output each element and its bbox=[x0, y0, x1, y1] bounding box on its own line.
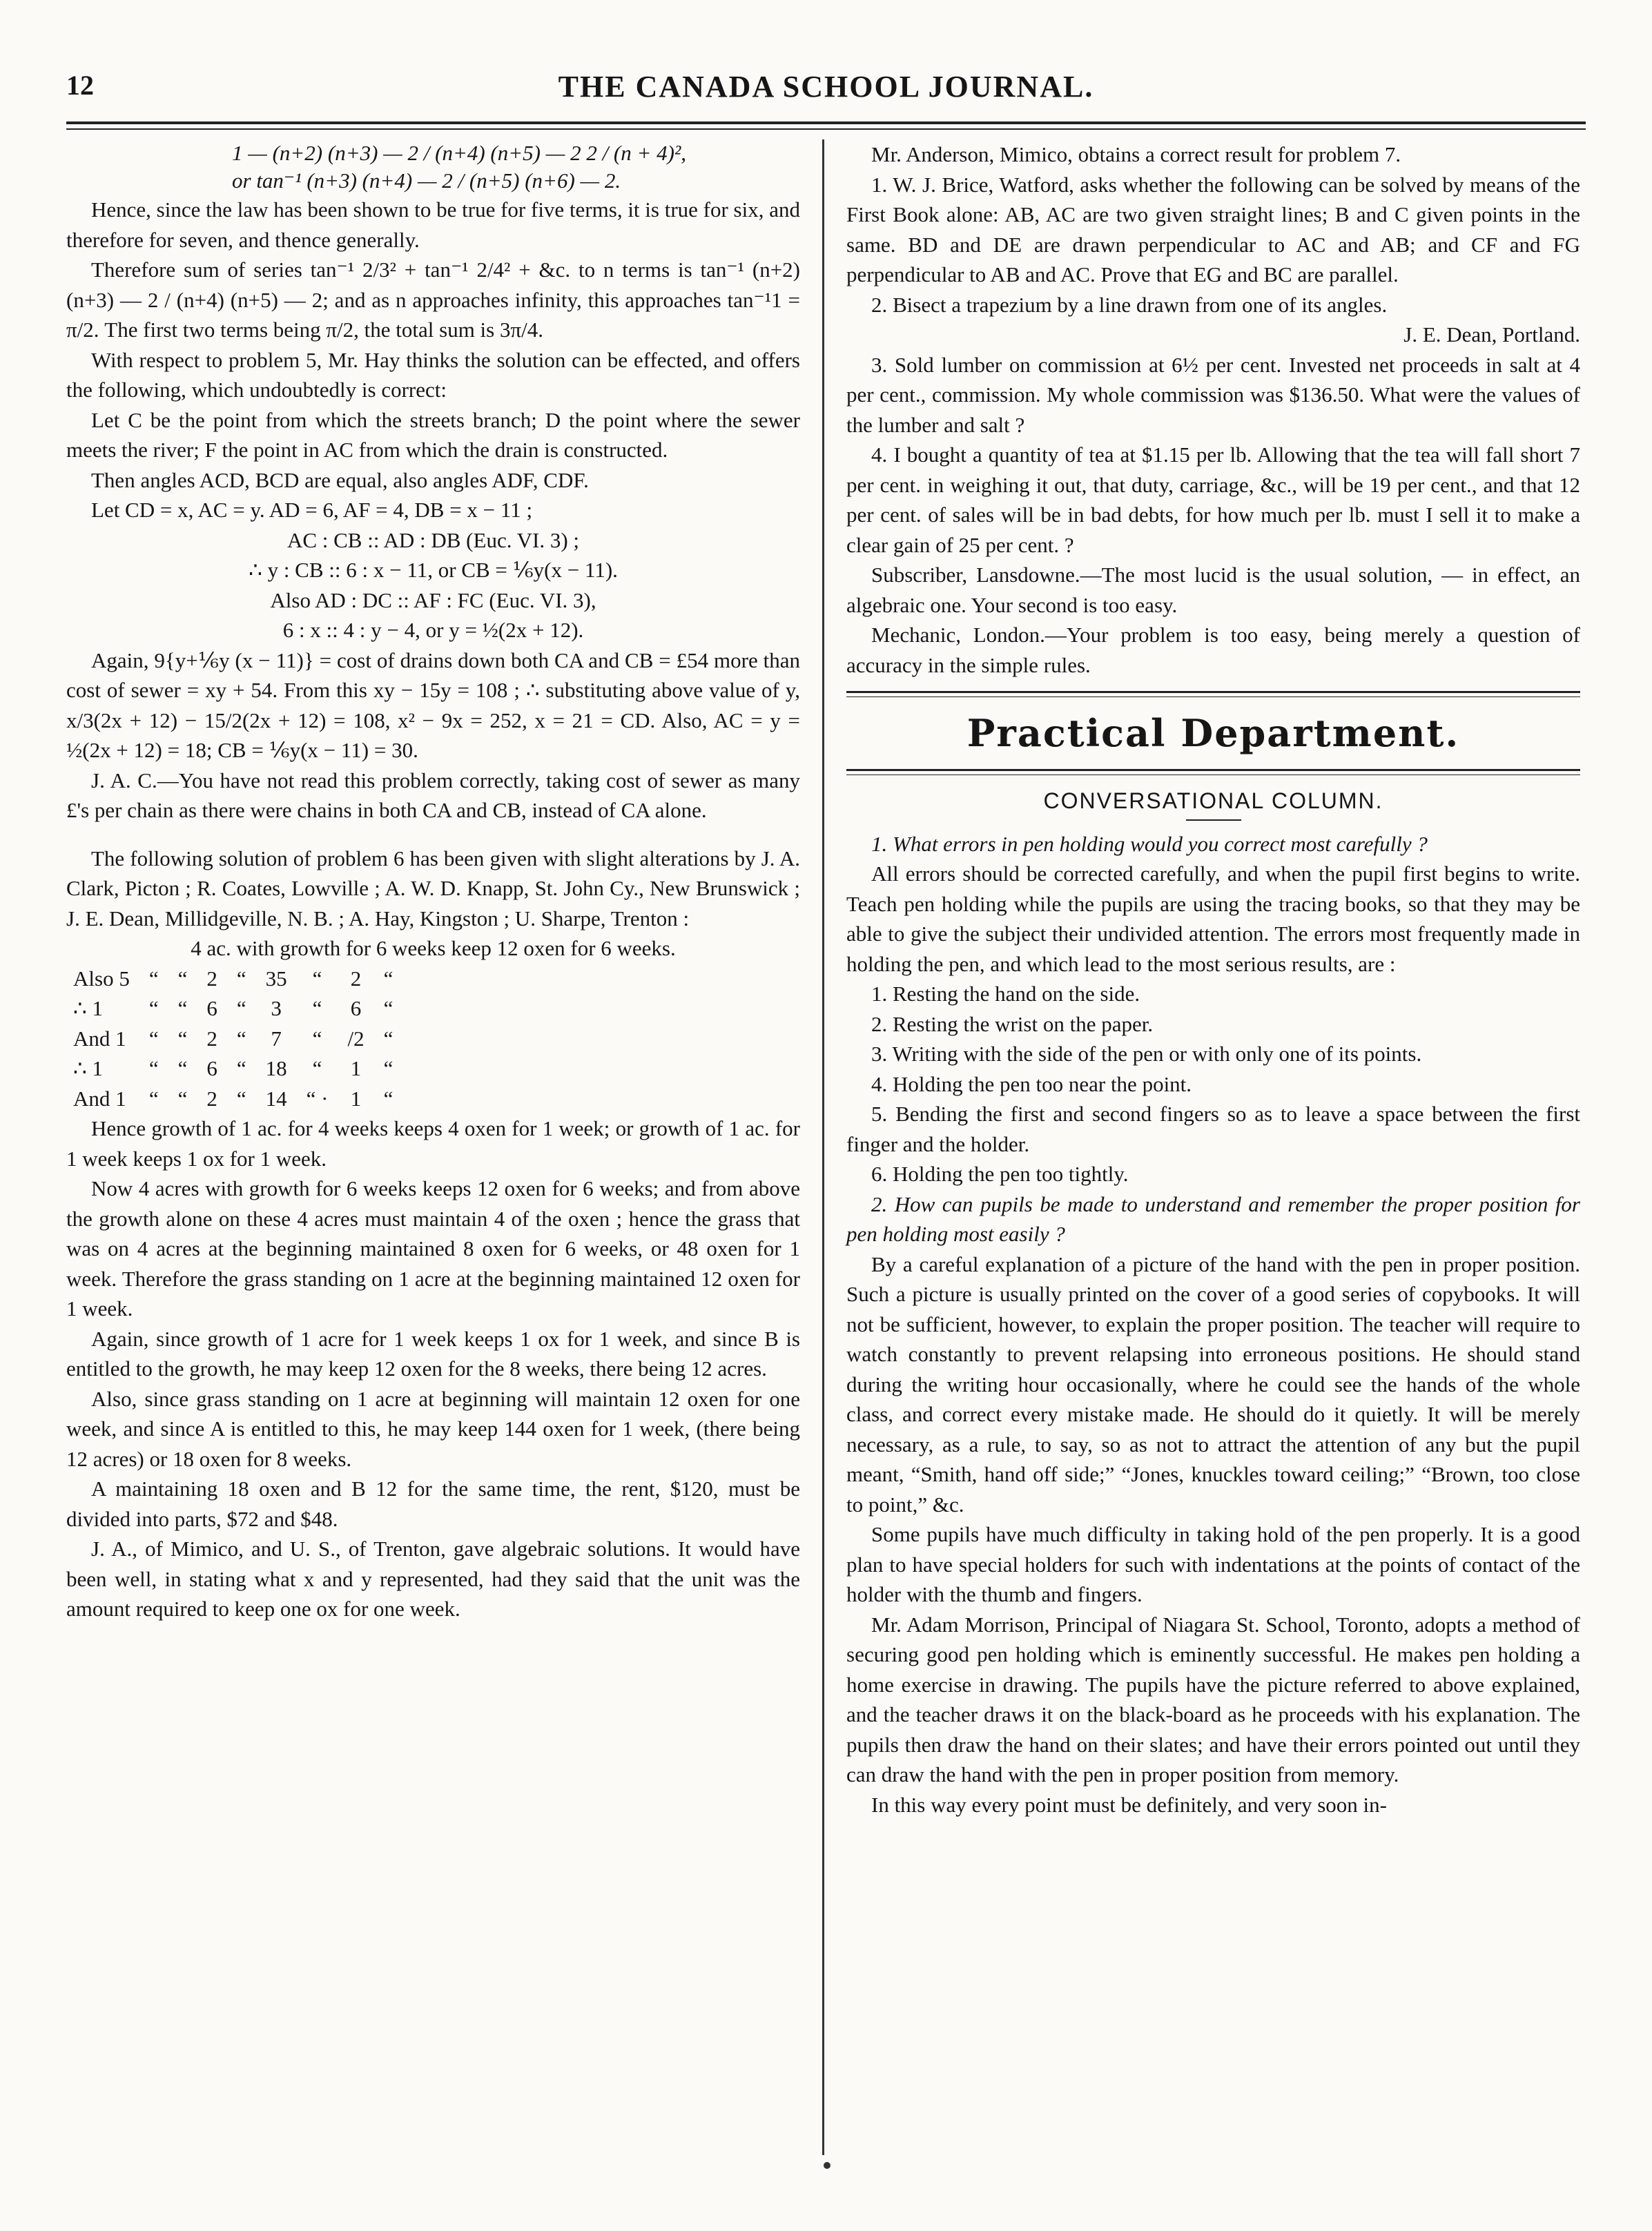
paragraph: 3. Sold lumber on commission at 6½ per cent. Invested net proceeds in salt at 4 per cent., commission. My whole commission was $136.50. What were the values of the lumber and salt ? bbox=[846, 352, 1580, 437]
table-cell: “ bbox=[148, 996, 159, 1020]
oxen-table bbox=[73, 964, 402, 1114]
table-cell: “ bbox=[383, 1026, 393, 1051]
table-cell: 1 bbox=[350, 1086, 362, 1111]
math-expression: 1 — (n+2) (n+3) — 2 / (n+4) (n+5) — 2 2 / (n + 4)², bbox=[232, 141, 687, 165]
table-row bbox=[73, 1053, 402, 1084]
spacer bbox=[66, 826, 800, 844]
table-cell: “ bbox=[312, 996, 322, 1020]
short-rule bbox=[1186, 819, 1241, 821]
table-cell: “ bbox=[177, 1086, 188, 1111]
table-cell: “ bbox=[383, 1086, 393, 1111]
equation-line: AC : CB :: AD : DB (Euc. VI. 3) ; bbox=[286, 527, 580, 552]
signature: J. E. Dean, Portland. bbox=[1403, 322, 1580, 347]
table-cell: “ bbox=[236, 1086, 246, 1111]
paragraph: Mechanic, London.—Your problem is too easy, being merely a question of accuracy in the simple rules. bbox=[846, 623, 1580, 677]
table-cell: 6 bbox=[350, 996, 362, 1020]
paragraph: J. A., of Mimico, and U. S., of Trenton, gave algebraic solutions. It would have been well, in stating what x and y represented, had they said that the unit was the amount required to keep one ox for one week. bbox=[66, 1537, 800, 1621]
table-cell: “ bbox=[383, 966, 393, 991]
paragraph: In this way every point must be definitely, and very soon in- bbox=[871, 1792, 1387, 1817]
table-cell: “ bbox=[236, 1026, 246, 1051]
table-cell: “ bbox=[177, 996, 188, 1020]
table-first-line: 4 ac. with growth for 6 weeks keep 12 oxen for 6 weeks. bbox=[191, 936, 676, 960]
equation-line: 6 : x :: 4 : y − 4, or y = ½(2x + 12). bbox=[282, 618, 584, 642]
paragraph: 1. W. J. Brice, Watford, asks whether the following can be solved by means of the First Book alone: AB, AC are two given straight lines; B and C given points in the same. BD and DE are drawn perpendicular to AC and AB; and CF and FG perpendicular to AB and AC. Prove that EG and BC are parallel. bbox=[846, 172, 1580, 286]
table-cell: “ bbox=[236, 996, 246, 1020]
table-cell: 1 bbox=[350, 1056, 362, 1080]
department-title: Practical Department. bbox=[966, 711, 1460, 755]
paragraph: 2. Bisect a trapezium by a line drawn from one of its angles. bbox=[871, 292, 1388, 317]
table-cell: “ bbox=[148, 1086, 159, 1111]
paragraph: Some pupils have much difficulty in taking hold of the pen properly. It is a good plan to have special holders for such with indentations at the points of contact of the holder with the thumb and fingers. bbox=[846, 1522, 1580, 1606]
table-cell: 14 bbox=[265, 1086, 287, 1111]
table-cell: “ bbox=[312, 1056, 322, 1080]
paragraph: Subscriber, Lansdowne.—The most lucid is the usual solution, — in effect, an algebraic one. Your second is too easy. bbox=[846, 563, 1580, 617]
journal-title: THE CANADA SCHOOL JOURNAL. bbox=[558, 70, 1094, 104]
table-cell: “ bbox=[177, 1056, 188, 1080]
paragraph: All errors should be corrected carefully, and when the pupil first begins to write. Teach pen holding while the pupils are using the tracing books, so that they may be able to give the subject their undivided attention. The errors most frequently made in holding the pen, and which lead to the most serious results, are : bbox=[846, 861, 1580, 976]
table-cell: 2 bbox=[206, 1086, 217, 1111]
equation-line: ∴ y : CB :: 6 : x − 11, or CB = ⅙y(x − 11). bbox=[249, 558, 618, 582]
paragraph: Then angles ACD, BCD are equal, also angles ADF, CDF. bbox=[91, 467, 589, 492]
paragraph: 4. I bought a quantity of tea at $1.15 per lb. Allowing that the tea will fall short 7 per cent. in weighing it out, that duty, carriage, &c., will be 19 per cent., and that 12 per cent. of sales will be in bad debts, for how much per lb. must I sell it to make a clear gain of 25 per cent. ? bbox=[846, 442, 1580, 557]
paragraph: Mr. Anderson, Mimico, obtains a correct result for problem 7. bbox=[871, 142, 1401, 166]
table-cell: Also 5 bbox=[73, 966, 130, 991]
table-cell: “ bbox=[383, 996, 393, 1020]
question: 1. What errors in pen holding would you correct most carefully ? bbox=[871, 831, 1428, 856]
section-rule bbox=[846, 769, 1580, 775]
paragraph: Hence, since the law has been shown to be true for five terms, it is true for six, and therefore for seven, and thence generally. bbox=[66, 197, 800, 252]
table-cell: “ bbox=[236, 1056, 246, 1080]
math-expression: or tan⁻¹ (n+3) (n+4) — 2 / (n+5) (n+6) — 2. bbox=[232, 168, 621, 193]
table-cell: ∴ 1 bbox=[73, 996, 103, 1020]
paragraph: Also, since grass standing on 1 acre at beginning will maintain 12 oxen for one week, and since A is entitled to this, he may keep 144 oxen for 1 week, (there being 12 acres) or 18 oxen for 8 weeks. bbox=[66, 1386, 800, 1471]
header-rule bbox=[66, 121, 1586, 130]
table-row bbox=[73, 1024, 402, 1054]
table-cell: “ bbox=[177, 1026, 188, 1051]
table-cell: “ bbox=[236, 966, 246, 991]
list-item: 1. Resting the hand on the side. bbox=[871, 982, 1140, 1006]
table-cell: ∴ 1 bbox=[73, 1056, 103, 1080]
table-cell: “ bbox=[177, 966, 188, 991]
table-row bbox=[73, 993, 402, 1024]
table-row bbox=[73, 964, 402, 994]
left-column bbox=[66, 139, 815, 2155]
table-cell: “ bbox=[383, 1056, 393, 1080]
paragraph: A maintaining 18 oxen and B 12 for the same time, the rent, $120, must be divided into parts, $72 and $48. bbox=[66, 1477, 800, 1531]
paragraph: The following solution of problem 6 has been given with slight alterations by J. A. Clark, Picton ; R. Coates, Lowville ; A. W. D. Knapp, St. John Cy., New Brunswick ; J. E. Dean, Millidgeville, N. B. ; A. Hay, Kingston ; U. Sharpe, Trenton : bbox=[66, 846, 800, 931]
paragraph: Let C be the point from which the streets branch; D the point where the sewer meets the river; F the point in AC from which the drain is constructed. bbox=[66, 407, 800, 462]
paragraph: Mr. Adam Morrison, Principal of Niagara St. School, Toronto, adopts a method of securing good pen holding which is eminently successful. He makes pen holding a home exercise in drawing. The pupils have the picture referred to above explained, and the teacher draws it on the black-board as he proceeds with his explanation. The pupils then draw the hand on their slates; and have their errors pointed out until they can draw the hand with the pen in proper position from memory. bbox=[846, 1612, 1580, 1786]
table-cell: 3 bbox=[271, 996, 282, 1020]
question: 2. How can pupils be made to understand and remember the proper position for pen holding most easily ? bbox=[846, 1191, 1580, 1246]
table-cell: “ bbox=[312, 966, 322, 991]
paragraph: By a careful explanation of a picture of the hand with the pen in proper position. Such a picture is usually printed on the cover of a good series of copybooks. It will not be sufficient, however, to explain the proper position. The teacher will require to watch constantly to prevent relapsing into erroneous positions. He should stand during the writing hour occasionally, where he could see the hands of the whole class, and correct every mistake made. He should do it quietly. It will be merely necessary, as a rule, to say, so as not to attract the attention of any but the pupil meant, “Smith, hand off side;” “Jones, knuckles toward ceiling;” “Brown, too close to point,” &c. bbox=[846, 1251, 1580, 1517]
table-cell: 6 bbox=[206, 1056, 217, 1080]
table-row bbox=[73, 1084, 402, 1114]
list-item: 5. Bending the first and second fingers so as to leave a space between the first finger and the holder. bbox=[846, 1102, 1580, 1156]
page-header bbox=[66, 69, 1586, 110]
paragraph: With respect to problem 5, Mr. Hay thinks the solution can be effected, and offers the following, which undoubtedly is correct: bbox=[66, 347, 800, 402]
table-cell: “ · bbox=[306, 1086, 329, 1111]
list-item: 6. Holding the pen too tightly. bbox=[871, 1162, 1129, 1186]
paragraph: Therefore sum of series tan⁻¹ 2/3² + tan⁻¹ 2/4² + &c. to n terms is tan⁻¹ (n+2) (n+3) — 2 / (n+4) (n+5) — 2; and as n approaches infinity, this approaches tan⁻¹1 = π/2. The first two terms being π/2, the total sum is 3π/4. bbox=[66, 257, 800, 342]
column-subheading: CONVERSATIONAL COLUMN. bbox=[1043, 788, 1383, 813]
printing-dot bbox=[824, 2162, 830, 2169]
list-item: 4. Holding the pen too near the point. bbox=[871, 1071, 1192, 1096]
two-column-body bbox=[66, 139, 1586, 2155]
equation-line: Let CD = x, AC = y. AD = 6, AF = 4, DB = x − 11 ; bbox=[91, 498, 533, 522]
table-cell: 2 bbox=[206, 966, 217, 991]
table-cell: 18 bbox=[265, 1056, 287, 1080]
table-cell: /2 bbox=[347, 1026, 365, 1051]
list-item: 3. Writing with the side of the pen or with only one of its points. bbox=[871, 1042, 1422, 1066]
table-cell: 35 bbox=[265, 966, 287, 991]
table-cell: “ bbox=[148, 966, 159, 991]
page-number: 12 bbox=[66, 70, 94, 101]
paragraph: J. A. C.—You have not read this problem correctly, taking cost of sewer as many £'s per chain as there were chains in both CA and CB, instead of CA alone. bbox=[66, 768, 800, 822]
paragraph: Again, since growth of 1 acre for 1 week keeps 1 ox for 1 week, and since B is entitled to the growth, he may keep 12 oxen for the 8 weeks, there being 12 acres. bbox=[66, 1326, 800, 1381]
table-cell: And 1 bbox=[73, 1026, 126, 1051]
table-cell: “ bbox=[148, 1026, 159, 1051]
list-item: 2. Resting the wrist on the paper. bbox=[871, 1011, 1154, 1036]
paragraph: Now 4 acres with growth for 6 weeks keeps 12 oxen for 6 weeks; and from above the growth alone on these 4 acres must maintain 4 of the oxen ; hence the grass that was on 4 acres at the beginning maintained 8 oxen for 6 weeks, or 48 oxen for 1 week. Therefore the grass standing on 1 acre at the beginning maintained 12 oxen for 1 week. bbox=[66, 1176, 800, 1321]
table-cell: 2 bbox=[350, 966, 362, 991]
table-cell: “ bbox=[312, 1026, 322, 1051]
table-cell: “ bbox=[148, 1056, 159, 1080]
table-cell: 7 bbox=[271, 1026, 282, 1051]
table-cell: 6 bbox=[206, 996, 217, 1020]
column-divider bbox=[822, 139, 824, 2155]
error-list bbox=[846, 979, 1580, 1189]
right-column bbox=[831, 139, 1580, 2155]
table-cell: 2 bbox=[206, 1026, 217, 1051]
table-cell: And 1 bbox=[73, 1086, 126, 1111]
paragraph: Hence growth of 1 ac. for 4 weeks keeps 4 oxen for 1 week; or growth of 1 ac. for 1 week keeps 1 ox for 1 week. bbox=[66, 1116, 800, 1171]
paragraph: Again, 9{y+⅙y (x − 11)} = cost of drains down both CA and CB = £54 more than cost of sewer = xy + 54. From this xy − 15y = 108 ; ∴ substituting above value of y, x/3(2x + 12) − 15/2(2x + 12) = 108, x² − 9x = 252, x = 21 = CD. Also, AC = y = ½(2x + 12) = 18; CB = ⅙y(x − 11) = 30. bbox=[66, 647, 800, 762]
equation-line: Also AD : DC :: AF : FC (Euc. VI. 3), bbox=[270, 587, 596, 612]
section-rule bbox=[846, 691, 1580, 697]
